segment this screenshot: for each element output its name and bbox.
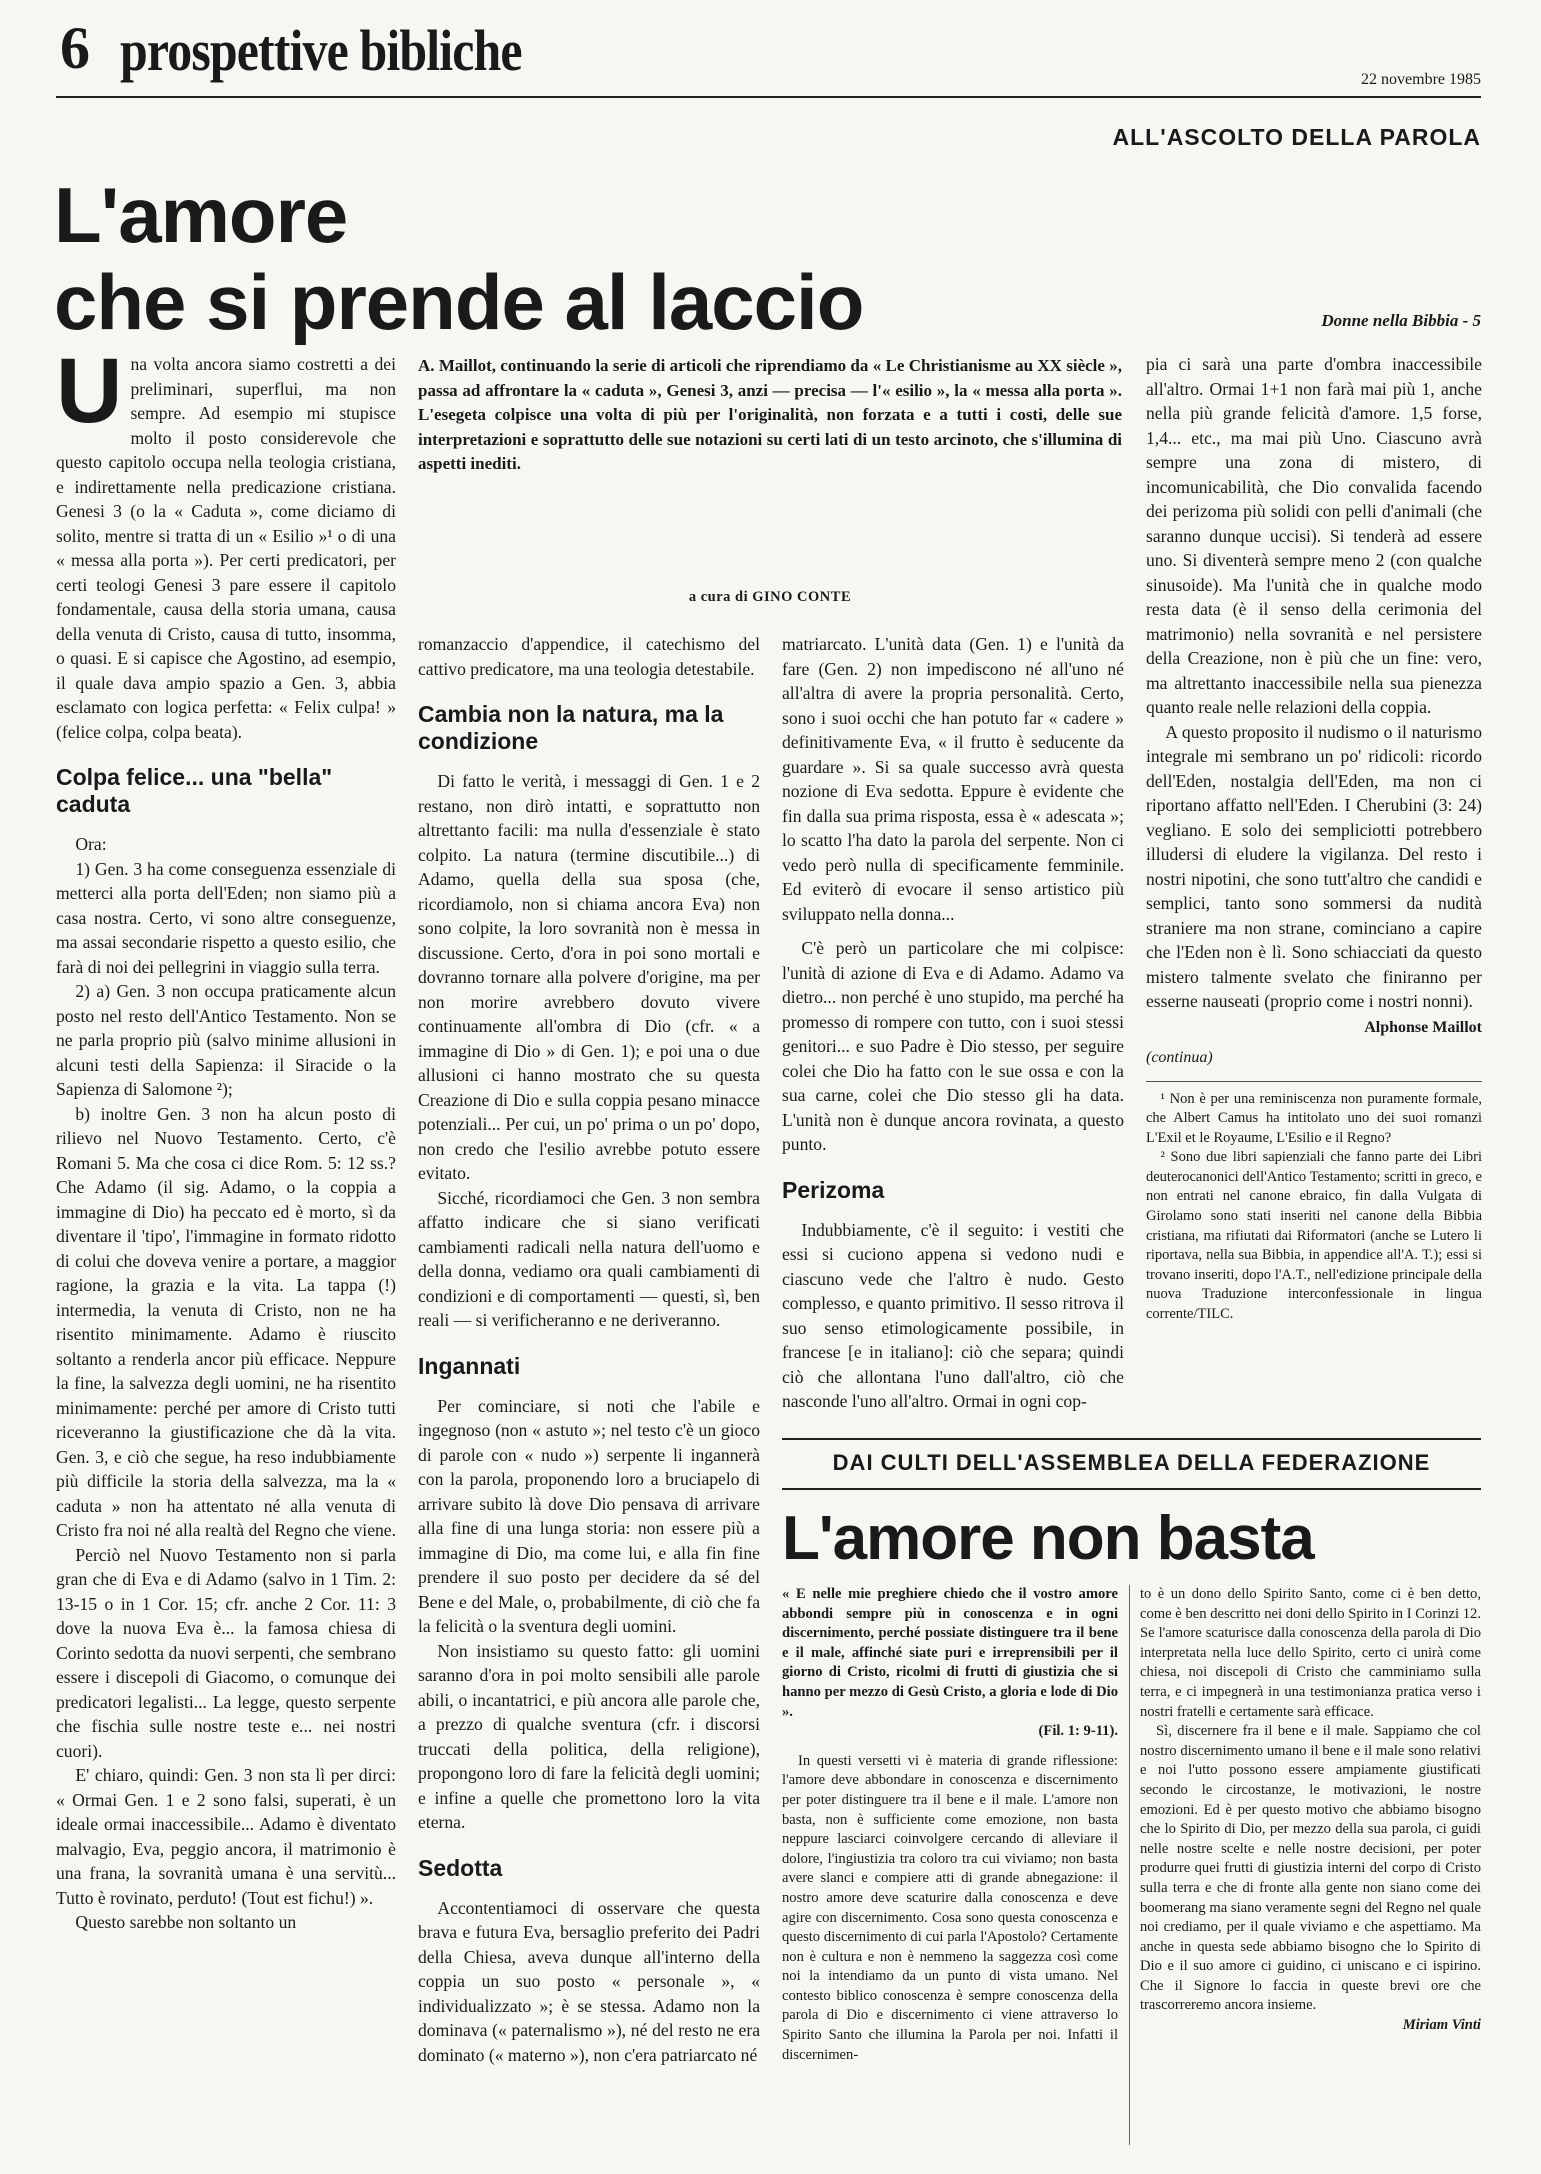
sidebar-column-rule bbox=[1129, 1585, 1130, 2145]
sidebar-headline: L'amore non basta bbox=[782, 1504, 1314, 1573]
issue-date: 22 novembre 1985 bbox=[1361, 71, 1481, 88]
series-label: Donne nella Bibbia - 5 bbox=[1321, 311, 1481, 330]
opening-text: na volta ancora siamo costretti a dei preliminari, superflui, ma non sempre. Ad esempio mi stupisce molto il posto considerevole che questo capitolo occupa nella teologia cristiana, e indirettamente nella predicazione cristiana. Genesi 3 (o la « Caduta », come diciamo di solito, mentre si tratta di un « Esilio »¹ o di una « messa alla porta »). Per certi predicatori, per certi teologi Genesi 3 pare essere il capitolo fondamentale, causa della storia umana, causa della venuta di Cristo, causa di tutto, insomma, o quasi. E si capisce che Agostino, ad esempio, il quale dava ampio spazio a Gen. 3, abbia esclamato con logica perfetta: « Felix culpa! » (felice colpa, colpa beata). bbox=[56, 354, 396, 742]
paragraph: Sicché, ricordiamoci che Gen. 3 non sembra affatto indicare che si siano verificati cambiamenti radicali nella natura dell'uomo e della donna, vediamo ora quali cambiamenti di condizioni e di comportamenti — questi, sì, ben reali — si verificheranno e ne deriveranno. bbox=[418, 1187, 760, 1330]
paragraph: Non insistiamo su questo fatto: gli uomini saranno d'ora in poi molto sensibili alle parole abili, o incantatrici, e più ancora alle parole che, a prezzo di qualche sventura (cfr. i discorsi truccati della politica, della religione), propongono loro di fare la felicità degli uomini; e infine a quelle che promettono loro la vita eterna. bbox=[418, 1640, 760, 1832]
opening-paragraph bbox=[56, 340, 396, 744]
article-kicker: ALL'ASCOLTO DELLA PAROLA bbox=[1112, 124, 1481, 150]
footnotes bbox=[1146, 1081, 1482, 1325]
paragraph: Sì, discernere fra il bene e il male. Sappiamo che col nostro discernimento umano il bene e il male sono relativi e noi l'utto possono essere ampiamente giustificati secondo le circostanze, le motivazioni, le nostre emozioni. Ed è per questo motivo che abbiamo bisogno che lo Spirito di Dio, per mezzo della sua parola, ci guidi nelle nostre scelte e nelle nostre decisioni, per poter produrre quei frutti di giustizia interni del corpo di Cristo sulla terra e che di fronte alla gente non siano come dei boomerang ma siano veramente segni del Regno nel quale noi crediamo, per il quale viviamo e che aspettiamo. Ma anche in questa sede abbiamo bisogno che lo Spirito di Dio e il suo amore ci guidino, ci uniscano e ci ispirino. Che il Signore lo faccia in queste brevi ore che trascorreremo ancora insieme. bbox=[1140, 1723, 1481, 2014]
sidebar-column-1 bbox=[782, 1585, 1118, 2065]
page-number: 6 bbox=[60, 15, 89, 81]
subheading-cambia: Cambia non la natura, ma la condizione bbox=[418, 701, 724, 754]
sidebar-kicker: DAI CULTI DELL'ASSEMBLEA DELLA FEDERAZIONE bbox=[832, 1450, 1431, 1475]
paragraph: C'è però un particolare che mi colpisce: l'unità di azione di Eva e di Adamo. Adamo va dietro... non perché è uno stupido, ma perché ha promesso di rompere con tutto, con i suoi stessi genitori... e suo Padre è Dio stesso, per seguire colei che Dio ha fatto con le sue ossa e con la sua carne, colei che Dio stesso gli ha data. L'unità non è dunque ancora rovinata, a questo punto. bbox=[782, 938, 1124, 1154]
sidebar-kicker-rule bbox=[782, 1488, 1481, 1490]
subheading-ingannati: Ingannati bbox=[418, 1352, 521, 1379]
continued-label: (continua) bbox=[1146, 1049, 1213, 1066]
footnote-1: ¹ Non è per una reminiscenza non puramente formale, che Albert Camus ha intitolato uno dei suoi romanzi L'Exil et le Royaume, L'Esilio e il Regno? bbox=[1146, 1090, 1482, 1146]
paragraph: Accontentiamoci di osservare che questa brava e futura Eva, bersaglio preferito dei Padri della Chiesa, aveva dunque all'interno della coppia un suo posto « personale », « individualizzato »; è se stessa. Adamo non la dominava (« paternalismo »), né del resto ne era dominato (« materno »), non c'era patriarcato né bbox=[418, 1897, 760, 2065]
subheading-colpa-felice: Colpa felice... una "bella" caduta bbox=[56, 764, 333, 817]
paragraph: 1) Gen. 3 ha come conseguenza essenziale di metterci alla porta dell'Eden; non siamo più a casa nostra. Certo, vi sono altre conseguenze, ma assai secondarie rispetto a questo esilio, che farà di noi dei pellegrini in viaggio sulla terra. bbox=[56, 858, 396, 977]
paragraph: E' chiaro, quindi: Gen. 3 non sta lì per dirci: « Ormai Gen. 1 e 2 sono falsi, superati, è un ideale ormai inaccessibile... Adamo è diventato malvagio, Eva, peggio ancora, il matrimonio è una frana, la sovranità umana è una servitù... Tutto è rovinato, perduto! (Tout est fichu!) ». bbox=[56, 1765, 396, 1908]
paragraph: A questo proposito il nudismo o il naturismo integrale mi sembrano un po' ridicoli: ricordo dell'Eden, nostalgia dell'Eden, ma non ci riportano affatto nell'Eden. I Cherubini (3: 24) vegliano. E solo dei sempliciotti potrebbero illudersi di eludere la vigilanza. Del resto i nostri nipotini, che sono tutt'altro che candidi e semplici, tanto sono sommersi da nudità straniere ma non strane, cominciano a capire che l'Eden non è lì. Sono schiacciati da questo mistero talmente svelato che finiranno per esserne nauseati (proprio come i nostri nonni). bbox=[1146, 721, 1482, 1011]
article-column-1 bbox=[56, 340, 397, 1935]
sidebar-top-rule bbox=[782, 1438, 1481, 1440]
headline-line-1: L'amore bbox=[54, 171, 348, 259]
headline-line-2: che si prende al laccio bbox=[54, 258, 864, 347]
subheading-perizoma: Perizoma bbox=[782, 1176, 885, 1203]
sidebar-signature: Miriam Vinti bbox=[1402, 2017, 1481, 2034]
paragraph: Questo sarebbe non soltanto un bbox=[75, 1912, 297, 1932]
footnote-2: ² Sono due libri sapienziali che fanno parte dei Libri deuterocanonici dell'Antico Testamento; scritti in greco, e non entrati nel canone ebraico, fin dalla Vulgata di Girolamo sono stati inseriti nel canone della Bibbia cristiana, ma rifiutati dai Riformatori (anche se Lutero li riportava, nella sua Bibbia, in appendice all'A. T.); essi si trovano inseriti, dopo l'A.T., nell'edizione principale della nuova Traduzione interconfessionale in lingua corrente/TILC. bbox=[1146, 1149, 1482, 1323]
sidebar-column-2 bbox=[1140, 1585, 1481, 2036]
paragraph: to è un dono dello Spirito Santo, come ci è ben detto, come è ben descritto nei doni dello Spirito in I Corinzi 12. Se l'amore scaturisce dalla conoscenza della parola di Dio interpretata nella luce dello Spirito, certo ci unirà come chiesa, noi discepoli di Cristo che camminiamo sulla terra, e ci impegnerà in una testimonianza pratica verso i nostri fratelli e certamente sarà efficace. bbox=[1140, 1586, 1481, 1720]
paragraph: Perciò nel Nuovo Testamento non si parla gran che di Eva e di Adamo (salvo in 1 Tim. 2: 13-15 o in 1 Cor. 15; cfr. anche 2 Cor. 11: 3 dove la nuova Eva è... la famosa chiesa di Corinto sedotta da nuovi serpenti, che sembrano essere i discepoli di Giacomo, o comunque dei predicatori legalisti... La legge, questo serpente che fischia sulle nostre teste e... nei nostri cuori). bbox=[56, 1544, 396, 1761]
paragraph: In questi versetti vi è materia di grande riflessione: l'amore deve abbondare in conoscenza e discernimento per poter distinguere tra il bene e il male. L'amore non basta, non è sufficiente come emozione, non basta neppure lasciarci coinvolgere cercando di alleviare il dolore, l'ingiustizia tra coloro tra cui viviamo; non basta avere slanci e compiere atti di grande abnegazione: il nostro amore deve scaturire dalla conoscenza e deve agire con discernimento. Cosa sono questa conoscenza e questo discernimento di cui parla l'Apostolo? Certamente non è cultura e non è nemmeno la saggezza così come noi la intendiamo da un punto di vista umano. Nel contesto biblico conoscenza è sempre conoscenza della parola di Dio e discernimento ci viene attraverso lo Spirito Santo che illumina la Parola per noi. Infatti il discernimen- bbox=[782, 1752, 1118, 2063]
article-column-4 bbox=[1146, 352, 1482, 1325]
article-intro: A. Maillot, continuando la serie di articoli che riprendiamo da « Le Christianisme au XX siècle », passa ad affrontare la « caduta », Genesi 3, anzi — precisa — l'« esilio », la « messa alla porta ». L'esegeta colpisce una volta di più per l'originalità, non forzata e a tutti i costi, delle sue interpretazioni e soprattutto delle sue notazioni su certi lati di un testo arcinoto, che s'illumina di aspetti inediti. bbox=[418, 356, 1122, 473]
paragraph: 2) a) Gen. 3 non occupa praticamente alcun posto nel resto dell'Antico Testamento. Non se ne parla proprio più (salvo minime allusioni in alcuni testi della Sapienza: il Siracide o la Sapienza di Salomone ²); bbox=[56, 981, 396, 1099]
article-credit: a cura di GINO CONTE bbox=[688, 589, 852, 605]
article-column-3 bbox=[782, 632, 1124, 1414]
drop-cap: U bbox=[56, 340, 123, 442]
epigraph-reference: (Fil. 1: 9-11). bbox=[1038, 1723, 1118, 1740]
paragraph: pia ci sarà una parte d'ombra inaccessibile all'altro. Ormai 1+1 non farà mai più 1, anche nella più grande felicità d'amore. 1,5 forse, 1,4... etc., ma mai più Uno. Ciascuno avrà sempre una zona di mistero, di incomunicabilità, che Dio convalida facendo dei perizoma più solidi con pelli d'animali (che saranno dunque uccisi). Si tenderà ad essere uno. Si diventerà sempre meno 2 (con qualche sinusoide). Ma l'unità che in qualche modo resta data (è il senso della cerimonia del matrimonio) nella sovranità e nel persistere della Creazione, non è più che un fine: vero, ma altrettanto inaccessibile nella sua pienezza quanto reale nelle relazioni della coppia. bbox=[1146, 354, 1482, 717]
paragraph: Ora: bbox=[75, 834, 107, 854]
paragraph: b) inoltre Gen. 3 non ha alcun posto di rilievo nel Nuovo Testamento. Certo, c'è Romani 5. Ma che cosa ci dice Rom. 5: 12 ss.? Che Adamo (il sig. Adamo, o la coppia a immagine di Dio) ha peccato ed è morto, sì da diventare il 'tipo', l'immagine in formato ridotto di colui che doveva venire a portare, a maggior ragione, la grazia e la vita. La tappa (!) intermedia, la venuta di Cristo, non ne ha risentito minimamente. Adamo è riuscito soltanto a renderla ancor più efficace. Neppure la fine, la salvezza degli uomini, ne ha risentito minimamente: perché per amore di Cristo tutti riceveranno la giustificazione che dà la vita. Gen. 3, e ciò che segue, ha reso indubbiamente più difficile la storia della salvezza, ma la « caduta » non ha attentato né alla venuta di Cristo fra noi né alla realtà del Regno che viene. bbox=[56, 1103, 397, 1540]
article-headline bbox=[54, 172, 1154, 347]
subheading-sedotta: Sedotta bbox=[418, 1854, 503, 1881]
paragraph: Indubbiamente, c'è il seguito: i vestiti che essi si cuciono appena si vedono nudi e ciascuno vede che l'altro è nudo. Gesto complesso, e quanto primitivo. Il sesso ritrova il suo senso etimologicamente possibile, in francese [e in italiano]: ciò che separa; quindi ciò che allontana l'uno dall'altro, ciò che nasconde l'uno all'altro. Ormai in ogni cop- bbox=[782, 1219, 1124, 1411]
section-title: prospettive bibliche bbox=[120, 18, 522, 83]
author-signature: Alphonse Maillot bbox=[1364, 1018, 1482, 1036]
epigraph: « E nelle mie preghiere chiedo che il vostro amore abbondi sempre più in conoscenza e in ogni discernimento, perché possiate distinguere tra il bene e il male, affinché siate puri e irreprensibili per il giorno di Cristo, ricolmi di frutti di giustizia che si hanno per mezzo di Gesù Cristo, a gloria e lode di Dio ». bbox=[782, 1586, 1118, 1720]
article-column-2 bbox=[418, 632, 760, 2067]
masthead-rule bbox=[56, 96, 1481, 98]
paragraph: Di fatto le verità, i messaggi di Gen. 1 e 2 restano, non dirò intatti, e soprattutto non altrettanto facili: ma nulla d'essenziale è stato colpito. La natura (termine discutibile...) di Adamo, quella della sua sposa (che, ricordiamolo, non si chiama ancora Eva) non sono colpite, la loro sovranità non è messa in discussione. Certo, d'ora in poi sono mortali e dovranno tornare alla polvere d'origine, ma per non morire avrebbero dovuto vivere continuamente all'ombra di Dio (cfr. « a immagine di Dio » di Gen. 1); e poi una o due allusioni ci hanno mostrato che su questa Creazione di Dio e sulla coppia pesano minacce potenziali... Per cui, un po' prima o un po' dopo, non credo che l'esilio avrebbe potuto essere evitato. bbox=[418, 771, 760, 1183]
paragraph: matriarcato. L'unità data (Gen. 1) e l'unità da fare (Gen. 2) non impediscono né all'uno né all'altra di avere la propria personalità. Certo, sono i suoi occhi che han potuto far « cadere » definitivamente Eva, « il frutto è seducente da guardare ». Si sa quale successo avrà questa nozione di Eva sedotta. Eppure è evidente che fin dalla sua prima risposta, essa è « adescata »; lo scatto l'ha dato la parola del serpente. Non ci vedo però nulla di specificamente femminile. Ed eviterò di evocare il senso artistico più sviluppato nella donna... bbox=[782, 634, 1124, 924]
paragraph: Per cominciare, si noti che l'abile e ingegnoso (non « astuto »; nel testo c'è un gioco di parole con « nudo ») serpente li ingannerà con la parola, proponendo loro a bruciapelo di arrivare subito là dove Dio pensava di arrivare alla fine di una lunga storia: non essere più a immagine di Dio, ma come lui, e alla fin fine prendere il suo posto per decidere da sé del Bene e del Male, o, probabilmente, di ciò che fa la felicità o la sventura degli uomini. bbox=[418, 1395, 760, 1636]
paragraph: romanzaccio d'appendice, il catechismo del cattivo predicatore, ma una teologia detestabile. bbox=[418, 634, 760, 679]
